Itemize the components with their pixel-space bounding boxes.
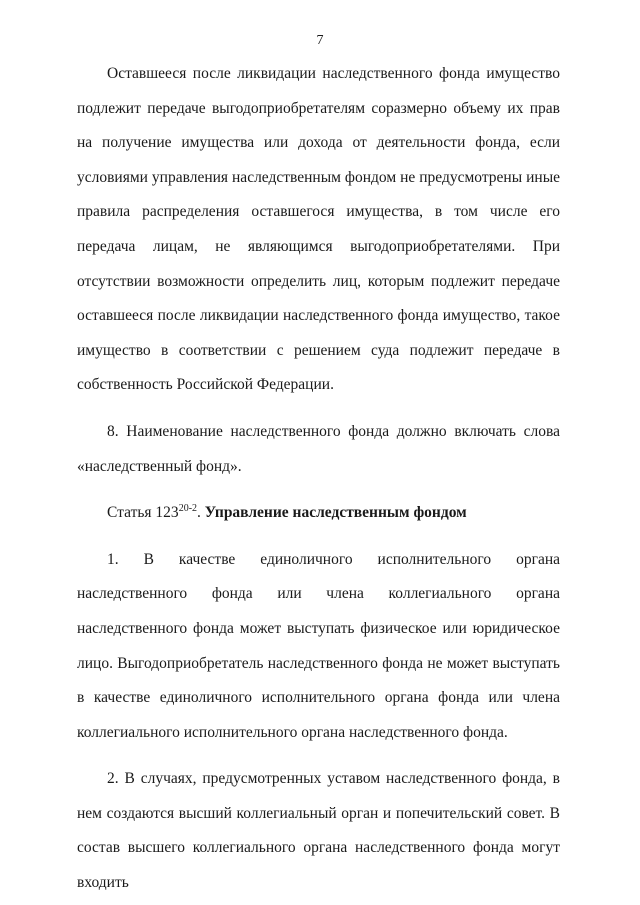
article-separator: . bbox=[197, 504, 205, 522]
paragraph-collegial-body: 2. В случаях, предусмотренных уставом наследственного фонда, в нем создаются высший коллегиальный орган и попечительский совет. В состав высшего коллегиального органа наследственного фонда могут входить bbox=[77, 770, 560, 892]
paragraph-gap bbox=[77, 531, 560, 543]
article-title: Управление наследственным фондом bbox=[204, 504, 467, 522]
article-number: Статья 123 bbox=[107, 504, 179, 522]
paragraph-gap bbox=[77, 750, 560, 762]
page-number: 7 bbox=[316, 33, 324, 48]
paragraph-gap bbox=[77, 403, 560, 415]
article-superscript: 20-2 bbox=[178, 503, 198, 515]
paragraph-remaining-property: Оставшееся после ликвидации наследственного фонда имущество подлежит передаче выгодоприобретателям соразмерно объему их прав на получение имущества или дохода от деятельности фонда, если условиями управления наследственным фондом не предусмотрены иные правила распределения оставшегося имущества, в том числе его передача лицам, не являющимся выгодоприобретателями. При отсутствии возможности определить лиц, которым подлежит передаче оставшееся после ликвидации наследственного фонда имущество, такое имущество в соответствии с решением суда подлежит передаче в собственность Российской Федерации. bbox=[77, 65, 560, 394]
paragraph-gap bbox=[77, 484, 560, 496]
paragraph-fund-name: 8. Наименование наследственного фонда должно включать слова «наследственный фонд». bbox=[77, 422, 560, 475]
document-body bbox=[77, 57, 560, 901]
paragraph-executive-body: 1. В качестве единоличного исполнительного органа наследственного фонда или члена коллегиального органа наследственного фонда может выступать физическое или юридическое лицо. Выгодоприобретатель наследственного фонда не может выступать в качестве единоличного исполнительного органа фонда или члена коллегиального исполнительного органа наследственного фонда. bbox=[77, 550, 560, 741]
article-heading bbox=[77, 496, 560, 531]
